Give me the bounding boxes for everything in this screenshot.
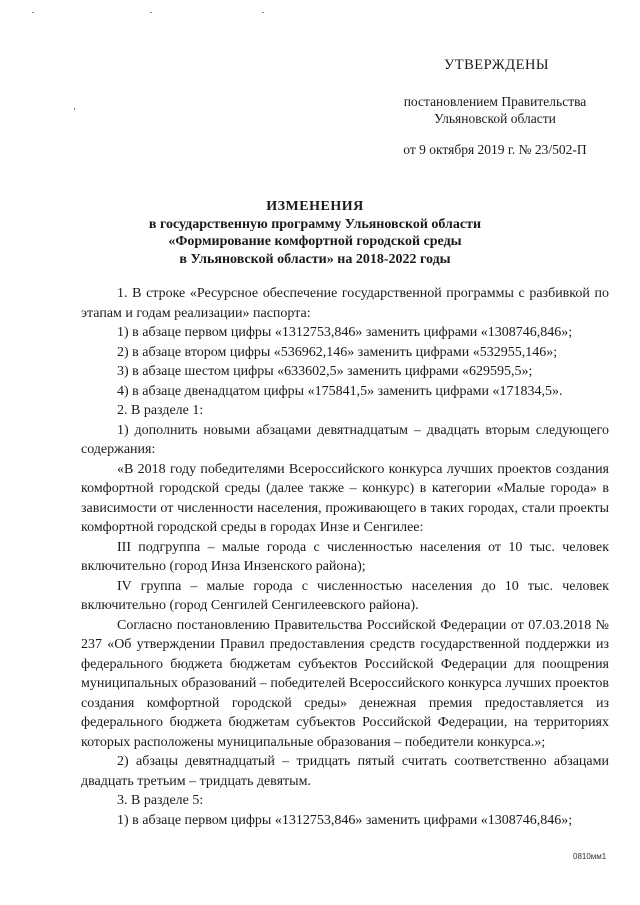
paragraph-subitem-1-4: 4) в абзаце двенадцатом цифры «175841,5» заменить цифрами «171834,5».	[117, 383, 563, 399]
document-title	[100, 198, 530, 268]
paragraph-subitem-2-1: 1) дополнить новыми абзацами девятнадцатым – двадцать вторым следующего содержания:	[81, 422, 609, 457]
title-line: ИЗМЕНЕНИЯ	[266, 199, 364, 214]
scan-speck	[150, 12, 152, 13]
paragraph-decree-237: Согласно постановлению Правительства Российской Федерации от 07.03.2018 № 237 «Об утверждении Правил предоставления средств государственной поддержки из федерального бюджета бюджетам субъектов Российской Федерации для поощрения муниципальных образований – победителей Всероссийского конкурса лучших проектов создания комфортной городской среды» денежная премия предоставляется из федерального бюджета бюджетам субъектов Российской Федерации, на территориях которых расположены муниципальные образования – победители конкурса.»;	[81, 617, 609, 750]
paragraph-subgroup-3: III подгруппа – малые города с численностью населения от 10 тыс. человек включительно (город Инза Инзенского района);	[81, 539, 609, 574]
paragraph-subitem-1-3: 3) в абзаце шестом цифры «633602,5» заменить цифрами «629595,5»;	[117, 364, 533, 379]
paragraph-subitem-1-2: 2) в абзаце втором цифры «536962,146» заменить цифрами «532955,146»;	[117, 344, 558, 360]
resolution-reference	[380, 93, 610, 127]
resolution-line: постановлением Правительства	[403, 94, 587, 109]
paragraph-item-1: 1. В строке «Ресурсное обеспечение государственной программы с разбивкой по этапам и годам реализации» паспорта:	[81, 286, 609, 321]
paragraph-subitem-3-1: 1) в абзаце первом цифры «1312753,846» заменить цифрами «1308746,846»;	[117, 812, 573, 828]
title-line: «Формирование комфортной городской среды	[168, 234, 462, 249]
paragraph-item-2: 2. В разделе 1:	[117, 403, 204, 418]
document-code: 0810мм1	[573, 852, 607, 861]
title-line: в Ульяновской области» на 2018-2022 годы	[179, 251, 451, 267]
scan-speck	[74, 108, 75, 110]
scan-speck	[32, 12, 34, 13]
document-body	[81, 284, 609, 830]
scan-speck	[262, 12, 264, 13]
resolution-line: Ульяновской области	[434, 111, 556, 126]
paragraph-subitem-2-2: 2) абзацы девятнадцатый – тридцать пятый считать соответственно абзацами двадцать третьим – тридцать девятым.	[81, 754, 609, 789]
title-line: в государственную программу Ульяновской области	[148, 216, 482, 232]
paragraph-item-3: 3. В разделе 5:	[117, 793, 204, 808]
paragraph-subitem-1-1: 1) в абзаце первом цифры «1312753,846» заменить цифрами «1308746,846»;	[117, 325, 573, 340]
resolution-date: от 9 октября 2019 г. № 23/502-П	[403, 142, 587, 157]
paragraph-quote-2018: «В 2018 году победителями Всероссийского конкурса лучших проектов создания комфортной городской среды (далее также – конкурс) в категории «Малые города» в зависимости от численности населения, проживающего в таких городах, стали проекты комфортной городской среды в городах Инзе и Сенгилее:	[81, 461, 609, 535]
approval-heading: УТВЕРЖДЕНЫ	[444, 57, 550, 73]
paragraph-group-4: IV группа – малые города с численностью населения до 10 тыс. человек включительно (город Сенгилей Сенгилеевского района).	[81, 578, 609, 613]
